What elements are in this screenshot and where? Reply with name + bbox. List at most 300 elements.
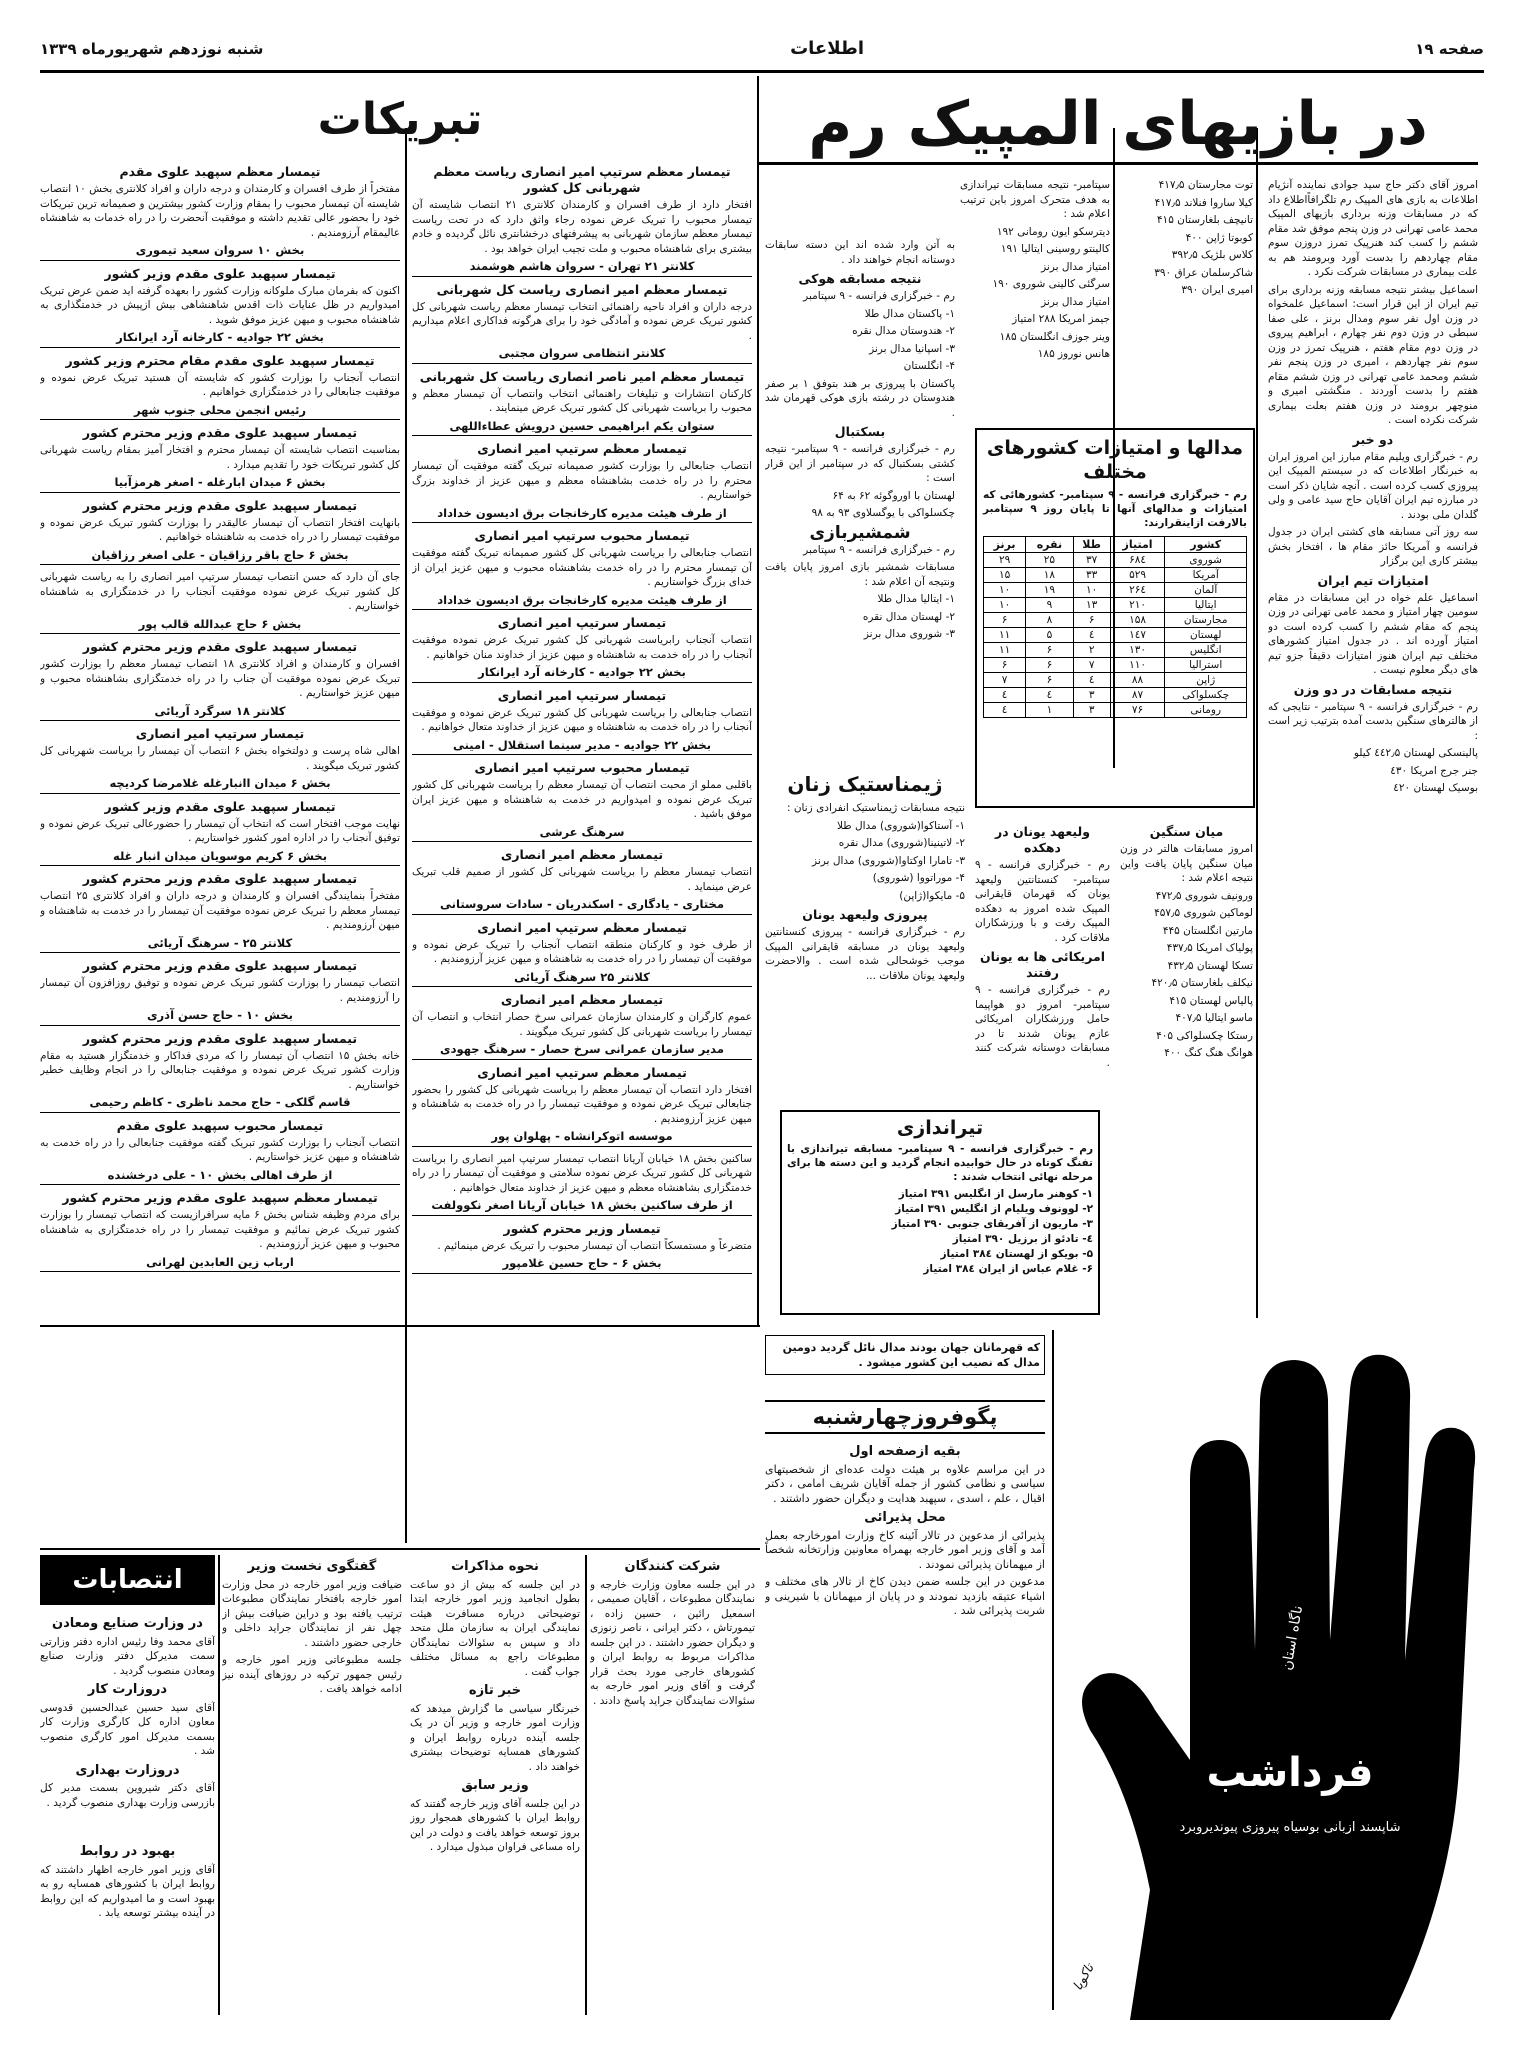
ad-top-text: ناگاه استان <box>1279 1604 1307 1672</box>
notice-heading: تیمسار سپهبد علوی مقدم مقام محترم وزیر کشور <box>65 352 375 368</box>
notice-body: انتصاب جنابعالی را بریاست شهربانی کل کشور صمیمانه تبریک گفته موفقیت آن تیمسار محترم را در راه خدمت بشاهنشاه محبوب و میهن عزیز ایران از خدای بزرگ خواستاریم . <box>412 547 752 588</box>
notice-heading: تیمسار معظم امیر انصاری <box>500 992 664 1007</box>
result-line: شاکرسلمان عراق ۳۹۰ <box>1154 266 1253 279</box>
column-rule <box>218 1555 220 2015</box>
congrats-notice <box>412 528 752 610</box>
result-line: ۲- هندوستان مدال نقره <box>852 325 955 337</box>
col-header: امتیاز <box>1110 537 1165 553</box>
congrats-notice <box>412 760 752 842</box>
medals-cell: ۱۱ <box>984 628 1026 643</box>
section-heading: بسکتبال <box>834 424 886 439</box>
medals-cell: ۶ <box>1026 673 1073 688</box>
medals-title: مدالها و امتیازات کشورهای مختلف <box>986 437 1244 483</box>
olympics-para: پالینسکی لهستان ٤٤۲٫۵ کیلو <box>1353 747 1478 759</box>
congrats-notice <box>40 498 400 566</box>
press-para: آقای وزیر امور خارجه اظهار داشتند که روابط ایران با کشورهای همسایه رو به بهبود است و ما امیدواریم که این روابط در آینده بیشتر توسعه یابد . <box>40 1863 215 1919</box>
medals-cell: ٤ <box>1026 688 1073 703</box>
section-heading: دروزارت بهداری <box>75 1762 180 1778</box>
press-column-c <box>222 1555 402 2020</box>
notice-signature: از طرف هیئت مدیره کارخانجات برق ادیسون خداداد <box>412 506 752 524</box>
notice-body: برای مردم وظیفه شناس بخش ۶ مایه سرافرازیست که انتصاب تیمسار را بوزارت کشور تبریک عرض نمائیم و موفقیت تیمسار را در راه خدمتگزاری به شاهنشاه محبوب و میهن عزیز آرزومندیم . <box>40 1209 400 1250</box>
result-line: ۲- لوونوف ویلیام از انگلیس ۳۹۱ امتیاز <box>895 1203 1093 1215</box>
result-line: وینر جوزف انگلستان ۱۸۵ <box>999 330 1110 343</box>
paper-name: اطلاعات <box>790 38 864 59</box>
congrats-notice <box>40 799 400 867</box>
medals-cell: ایتالیا <box>1165 598 1247 613</box>
congrats-notice <box>40 425 400 493</box>
result-line: ۳- اسپانیا مدال برنز <box>869 342 955 355</box>
medals-cell: ۷۶ <box>1110 703 1165 718</box>
notice-body: کارکنان انتشارات و تبلیغات راهنمائی انتخاب وانتصاب آن تیمسار معظم و محبوب را بریاست شهربانی کل کشور تبریک عرض مینمایند . <box>412 387 752 414</box>
section-heading: دروزارت کار <box>87 1682 168 1697</box>
section-heading: محل پذیرائی <box>864 1510 946 1525</box>
masthead-rule <box>40 70 1484 73</box>
medals-row <box>984 598 1247 613</box>
result-line: ۵- بویکو از لهستان ۳۸٤ امتیاز <box>940 1248 1093 1260</box>
medals-header-row <box>984 537 1247 553</box>
olympics-para: اسماعیل بیشتر نتیجه مسابقه وزنه برداری برای تیم ایران از این قرار است: اسماعیل علمخواه در وزن اول نفر سوم ومدال برنز ، علی صفا سبطی در وزن دوم نفر چهارم ، ابراهیم پیروی در وزن دوم مقام هفتم ، هنرپیک تمرز در وزن سوم نفر چهاردهم ، امیری در وزن پنجم نفر ششم ومحمد عامی تهرانی در وزن ششم مقام هفتم را بدست آوردند . منگشتی امیری و منوچهر برومند در وزن هفتم بعلت بیماری شرکت نکرده است . <box>1268 283 1478 426</box>
result-line: ۱- ایتالیا مدال طلا <box>877 593 955 605</box>
notice-signature: بخش ۱۰ سروان سعید تیموری <box>40 243 400 261</box>
notice-body: انتصاب تیمسار معظم را بریاست شهربانی کل کشور از صمیم قلب تبریک عرض مینماید . <box>412 866 752 893</box>
column-rule <box>1256 128 1258 1318</box>
medals-cell: ۱۳۰ <box>1110 643 1165 658</box>
notice-signature: بخش ۲۲ جوادیه - مدیر سینما استقلال - امینی <box>412 738 752 756</box>
notice-body: افتخار دارد انتصاب آن تیمسار معظم را بریاست شهربانی کل کشور را بحضور جنابعالی تبریک عرض نموده و موفقیت تیمسار را در راه خدمت به شاهنشاه و میهن عزیز آرزومندیم . <box>412 1083 752 1125</box>
notice-signature: مدیر سازمان عمرانی سرخ حصار - سرهنگ جهودی <box>412 1042 752 1060</box>
medals-row <box>984 688 1247 703</box>
notice-body: انتصاب جنابعالی را بوزارت کشور صمیمانه تبریک گفته موفقیت آن تیمسار محترم را در راه خدمت بشاهنشاه معظم و میهن عزیز از خداوند بزرگ خواستاریم . <box>412 460 752 501</box>
medals-cell: ۲۱۰ <box>1110 598 1165 613</box>
congrats-notice <box>412 1221 752 1274</box>
congrats-notice <box>40 871 400 953</box>
notice-heading: تیمسار سرتیپ امیر انصاری <box>135 726 305 741</box>
notice-signature: بخش ۲۲ جوادیه - کارخانه آرد ایرانکار <box>40 330 400 348</box>
section-heading: امتیازات تیم ایران <box>1317 572 1429 588</box>
medals-row <box>984 673 1247 688</box>
section-heading: نتیجه مسابقه هوکی <box>798 271 922 286</box>
ceremony-column <box>765 1440 1045 2020</box>
notice-heading: تیمسار سپهبد علوی مقدم وزیر کشور <box>104 265 336 281</box>
ad-main-text: فرداشب <box>1206 1750 1374 1796</box>
notice-heading: تیمسار سپهبد علوی مقدم وزیر محترم کشور <box>82 425 358 440</box>
olympics-para: رم - خبرگزاری فرانسه - پیروزی کنستانتین ولیعهد یونان در مسابقه قایقرانی المپیک موجب خوشحالی شده است . والاحضرت ولیعهد یونان ملاقات ... <box>765 926 965 982</box>
medals-row <box>984 568 1247 583</box>
appointments-title-box <box>40 1555 215 1605</box>
congrats-notice <box>412 1065 752 1147</box>
notice-heading: تیمسار محبوب سرتیپ امیر انصاری <box>474 760 690 775</box>
result-line: رم - خبرگزاری فرانسه - ۹ سپتامبر- نتیجه کشتی بسکتبال که در سپتامبر از این قرار است : <box>765 443 955 484</box>
medals-cell: ٤ <box>1073 673 1110 688</box>
notice-body: انتصاب آنجناب را بوزارت کشور تبریک گفته موفقیت جنابعالی را در راه خدمت به شاهنشاه و میهن عزیز خواستاریم . <box>40 1136 400 1163</box>
col-header: برنز <box>984 537 1026 553</box>
medals-cell: انگلیس <box>1165 643 1247 658</box>
notice-signature: ارباب زین العابدین لهرانی <box>40 1255 400 1273</box>
result-line: ٤- تادئو از برزیل ۳۹۰ امتیاز <box>952 1233 1093 1245</box>
olympics-para: به آتن وارد شده اند این دسته سابقات دوستانه انجام خواهند داد . <box>765 239 955 266</box>
result-line: جیمز امریکا ۲۸۸ امتیاز <box>1012 313 1110 325</box>
notice-heading: تیمسار معظم امیر انصاری ریاست کل شهربانی <box>436 281 728 297</box>
section-heading: نتیجه مسابقات در دو وزن <box>1293 681 1453 697</box>
notice-heading: تیمسار معظم سرتیپ امیر انصاری <box>477 919 687 935</box>
result-line: توت مجارستان ۴۱۷٫۵ <box>1158 179 1253 191</box>
appointments-title: انتصابات <box>72 1565 183 1595</box>
medals-cell: ۵ <box>1026 628 1073 643</box>
notice-signature: بخش ۶ میدان اانبارغله غلامرضا کردیچه <box>40 776 400 794</box>
notice-body: متضرعاً و مستمسکاً انتصاب آن تیمسار محبوب را تبریک عرض مینمائیم . <box>437 1239 752 1252</box>
notice-heading: تیمسار سرتیپ امیر انصاری <box>497 615 667 630</box>
medals-cell: ۱۸ <box>1026 568 1073 583</box>
medals-row <box>984 553 1247 568</box>
press-para: جلسه مطبوعاتی وزیر امور خارجه و رئیس جمهور ترکیه در روزهای آینده نیز ادامه خواهد یافت . <box>222 1654 402 1695</box>
medals-row <box>984 643 1247 658</box>
olympics-para: جنر جرج امریکا ٤۳۰ <box>1390 764 1478 777</box>
medals-cell: ۱۹ <box>1026 583 1073 598</box>
result-line: ماسو ایتالیا ۴۰۷٫۵ <box>1175 1012 1253 1024</box>
notice-body: خانه بخش ۱۵ انتصاب آن تیمسار را که مردی فداکار و خدمتگزار هستید به مقام وزارت کشور تبریک عرض نموده و موفقیت جنابعالی را در انجام وظایف خطیر خواستاریم . <box>40 1049 400 1091</box>
medals-cell: ٤ <box>1073 628 1110 643</box>
result-line: کلاس بلژیک ۳۹۲٫۵ <box>1171 249 1253 261</box>
notice-body: مفتخراً بنمایندگی افسران و کارمندان و درجه داران و افراد کلانتری ۲۵ انتصاب تیمسار معظم را تبریک عرض نموده موفقیت آن تیمسار را در خدمت به شاهنشاه و میهن آرزومندیم . <box>40 890 400 931</box>
result-line: هوانگ هنگ کنگ ۴۰۰ <box>1164 1047 1253 1059</box>
notice-heading: تیمسار معظم سپهبد علوی مقدم وزیر محترم کشور <box>62 1190 378 1205</box>
shooting-box <box>780 1110 1100 1315</box>
notice-heading: تیمسار معظم امیر ناصر انصاری ریاست کل شهربانی <box>419 368 745 384</box>
section-heading: بهبود در روابط <box>79 1844 176 1859</box>
notice-signature: بخش ۶ حاج عبدالله قالب پور <box>40 617 400 635</box>
press-para: ضیافت وزیر امور خارجه در محل وزارت امور خارجه بافتخار نمایندگان مطبوعات ترتیب یافته بود و دراین ضیافت بیش از چهل نفر از نمایندگان جراید داخلی و خارجی حضور داشتند . <box>222 1578 402 1649</box>
section-heading: شمشیربازی <box>809 522 911 543</box>
medals-cell: ٤ <box>984 703 1026 718</box>
notice-heading: تیمسار معظم امیر انصاری <box>500 847 664 862</box>
medals-cell: ۲۶٤ <box>1110 583 1165 598</box>
appointment-para: آقای دکتر شیروین بسمت مدیر کل بازرسی وزارت بهداری منصوب گردید . <box>40 1782 215 1809</box>
notice-body: انتصاب تیمسار را بوزارت کشور تبریک عرض نموده و توفیق روزافزون آن تیمسار را آرزومندیم . <box>40 977 400 1004</box>
press-column-d <box>40 1840 215 2020</box>
result-line: امیری ایران ۳۹۰ <box>1181 284 1253 296</box>
congrats-notice <box>412 164 752 277</box>
medals-cell: ۱۰ <box>1073 583 1110 598</box>
press-para: در این جلسه که بیش از دو ساعت بطول انجامید وزیر امور خارجه ابتدا توضیحاتی درباره مسافرت هیئت نمایندگی ایران به سازمان ملل متحد داد و سپس به سئوالات نمایندگان مطبوعات راجع به مسائل مختلف جواب گفت . <box>410 1578 580 1678</box>
notice-body: بانهایت افتخار انتصاب آن تیمسار عالیقدر را بوزارت کشور تبریک عرض نموده و موفقیت تیمسار را در راه خدمت به شاهنشاه خواهانیم . <box>40 516 400 543</box>
section-heading: در وزارت صنایع ومعادن <box>52 1616 203 1631</box>
section-heading: شرکت کنندگان <box>624 1559 721 1574</box>
medals-cell: شوروی <box>1165 553 1247 568</box>
result-line: کالینتو روسینی ایتالیا ۱۹۱ <box>1000 243 1110 255</box>
notice-heading: تیمسار معظم سرتیپ امیر انصاری <box>477 441 687 456</box>
olympics-para: رم - خبرگزاری فرانسه - ۹ سپتامبر- امروز دو هواپیما حامل ورزشکاران امریکائی عازم یونان شدند تا در مسابقات دوستانه شرکت کنند . <box>975 984 1110 1069</box>
congrats-notice <box>412 615 752 683</box>
notice-body: انتصاب آنجناب را بوزارت کشور که شایسته آن هستید تبریک عرض نموده و موفقیت جنابعالی را در خدمتگزاری خواهانیم . <box>40 371 400 398</box>
result-line: کیلا ساروا فنلاند ۴۱۷٫۵ <box>1154 196 1253 209</box>
medals-cell: ۹ <box>1026 598 1073 613</box>
medals-cell: ۲۵ <box>1026 553 1073 568</box>
medals-cell: ۱ <box>1026 703 1073 718</box>
olympics-column-mid <box>765 178 955 818</box>
notice-signature: از طرف اهالی بخش ۱۰ - علی درخشنده <box>40 1168 400 1186</box>
notice-body: بمناسبت انتصاب شایسته آن تیمسار محترم و افتخار آمیز بمقام ریاست شهربانی کل کشور تبریکات خود را تقدیم میدارد . <box>40 444 400 471</box>
result-line: ورونیف شوروی ۴۷۲٫۵ <box>1155 889 1253 902</box>
congrats-notice <box>412 920 752 988</box>
notice-heading: تیمسار معظم سرتیپ امیر انصاری ریاست معظم شهربانی کل کشور <box>433 164 731 195</box>
notice-body: انتصاب جنابعالی را بریاست شهربانی کل کشور تبریک عرض نموده و موفقیت آنجناب را در راه خدمت به شاهنشاه و میهن عزیز از خداوند متعال خواهانیم . <box>412 706 752 733</box>
section-heading: دو خبر <box>1352 431 1394 447</box>
medals-box <box>975 428 1255 808</box>
medals-table <box>983 536 1247 718</box>
congrats-notice <box>40 1118 400 1186</box>
olympics-para: رم - خبرگزاری ویلیم مقام مبارز این امروز ایران به خبرنگار اطلاعات که در سیستم المپیک این پیروزی کسب کرده است . آنچه شایان ذکر است در مبارزه تیم ایران آقایان حاج سید عامی و ولی گلدان ملی بودند . <box>1268 450 1478 521</box>
section-heading: میان سنگین <box>1149 824 1224 839</box>
congrats-notice <box>412 992 752 1060</box>
olympics-para: بوسیک لهستان ٤۲۰ <box>1393 782 1478 794</box>
notice-body: اکنون که بفرمان مبارک ملوکانه وزارت کشور را بعهده گرفته اید ضمن عرض تبریک امیدواریم در ظل عنایات ذات اقدس شاهنشاهی بیش ازپیش در خدمتگذاری به شاهنشاه محبوب و میهن عزیز موفق شوید . <box>40 284 400 326</box>
olympics-para: رم - خبرگزاری فرانسه - ۹ سپتامبر- کنستانتین ولیعهد یونان که قهرمان قایقرانی المپیک شده امروز به دهکده المپیک رفت و با ورزشکاران ملاقات کرد . <box>975 859 1110 944</box>
notice-signature: بخش ۶ میدان ابارغله - اصغر هرمزآبیا <box>40 475 400 493</box>
medals-row <box>984 628 1247 643</box>
congrats-notice <box>40 1190 400 1272</box>
congrats-notice <box>412 282 752 364</box>
medals-cell: ۳ <box>1073 688 1110 703</box>
result-line: رم - خبرگزاری فرانسه - ۹ سپتامبر <box>803 543 955 556</box>
section-heading: خبر تازه <box>468 1683 522 1698</box>
appointment-para: آقای محمد وفا رئیس اداره دفتر وزارتی سمت مدیرکل دفتر وزارت صنایع ومعادن منصوب گردید . <box>40 1635 215 1677</box>
result-line: ۶- غلام عباس از ایران ۳۸٤ امتیاز <box>923 1263 1093 1275</box>
olympics-headline: در بازیهای المپیک رم <box>758 92 1478 165</box>
result-line: ۲- لاتینینا(شوروی) مدال نقره <box>838 837 965 849</box>
page-number: صفحه ۱۹ <box>1415 40 1484 58</box>
notice-heading: تیمسار سرتیپ امیر انصاری <box>497 687 667 703</box>
result-line: مسابقات شمشیر بازی امروز پایان یافت ونتیجه آن اعلام شد : <box>765 561 955 588</box>
medals-cell: ۱۰ <box>984 583 1026 598</box>
medals-cell: ژاپن <box>1165 673 1247 688</box>
notice-signature: بخش ۶ - حاج حسین غلامپور <box>412 1256 752 1274</box>
medals-cell: ۱۳ <box>1073 598 1110 613</box>
medals-cell: ۱۵ <box>984 568 1026 583</box>
ceremony-para: در این مراسم علاوه بر هیئت دولت عده‌ای از شخصیتهای سیاسی و نظامی کشور از جمله آقایان شریف امامی ، دکتر اقبال ، علم ، اسدی ، سپهبد هدایت و دیگران حضور داشتند . <box>765 1462 1045 1505</box>
medals-intro: رم - خبرگزاری فرانسه - ۹ سپتامبر- کشورهائی که امتیازات و مدالهای آنها تا پایان روز ۹ سپتامبر بالارفت ازاینقرارند: <box>983 489 1247 529</box>
section-heading: ولیعهد یونان در دهکده <box>995 824 1090 855</box>
result-line: امروز مسابقات هالتر در وزن میان سنگین پایان یافت واین نتیجه اعلام شد : <box>1120 843 1253 884</box>
result-line: ۴- موراتووا (شوروی) <box>872 872 965 884</box>
result-line: ۲- لهستان مدال نقره <box>862 610 955 623</box>
result-line: کوبوتا ژاپن ۴۰۰ <box>1185 231 1253 244</box>
column-rule <box>405 128 407 1543</box>
notice-signature: رئیس انجمن محلی جنوب شهر <box>40 403 400 421</box>
col-header: کشور <box>1165 537 1247 553</box>
result-line: ۳- ماریون از آفریقای جنوبی ۳۹۰ امتیاز <box>891 1218 1093 1230</box>
ceremony-side-note: که قهرمانان جهان بودند مدال نائل گردید دومین مدال که نصیب این کشور میشود . <box>765 1335 1045 1375</box>
notice-heading: تیمسار معظم سرتیپ امیر انصاری <box>477 1064 687 1080</box>
notice-signature: مختاری - یادگاری - اسکندریان - سادات سروستانی <box>412 897 752 915</box>
section-rule <box>40 1548 760 1550</box>
congrats-notice <box>40 266 400 348</box>
section-heading: گفتگوی نخست وزیر <box>247 1559 377 1574</box>
medals-cell: لهستان <box>1165 628 1247 643</box>
result-line: تسکا لهستان ۴۳۲٫۵ <box>1167 959 1253 972</box>
column-rule <box>585 1555 587 2015</box>
ceremony-para: مدعوین در این جلسه ضمن دیدن کاخ از تالار های مختلف و اشیاء عتیقه بازدید نمودند و در پایان از میهمانان با شیرینی و شربت پذیرائی شد . <box>765 1575 1045 1617</box>
medals-cell: ۶ <box>1073 613 1110 628</box>
notice-body: اهالی شاه پرست و دولتخواه بخش ۶ انتصاب آن تیمسار را بریاست شهربانی کل کشور تبریک میگویند . <box>40 745 400 772</box>
notice-heading: تیمسار سپهبد علوی مقدم وزیر کشور <box>104 798 336 814</box>
medals-cell: ۶ <box>984 658 1026 673</box>
result-line: ۳- تامارا اوکتاوا(شوروی) مدال برنز <box>812 854 965 867</box>
press-column-a <box>590 1555 755 2020</box>
olympics-heavy <box>1120 820 1253 1320</box>
shooting-intro: رم - خبرگزاری فرانسه - ۹ سپتامبر- مسابقه تیراندازی با تفنگ کوتاه در حال خوابیده انجام گردید و این دسته ها برای مرحله نهائی انتخاب شدند : <box>787 1143 1094 1183</box>
notice-signature: کلانتر ۲۱ تهران - سروان هاشم هوشمند <box>412 259 752 277</box>
result-line: لوماکین شوروی ۴۵۷٫۵ <box>1154 907 1253 919</box>
medals-cell: ۶ <box>984 613 1026 628</box>
notice-signature: بخش ۱۰ - حاج حسن آذری <box>40 1008 400 1026</box>
notice-body: درجه داران و افراد ناحیه راهنمائی انتخاب تیمسار معظم ریاست شهربانی کل کشور تبریک عرض نموده و آمادگی خود را برای هرگونه فداکاری اعلام میداریم . <box>412 300 752 342</box>
result-line: سپتامبر- نتیجه مسابقات تیراندازی به هدف متحرک امروز باین ترتیب اعلام شد : <box>960 179 1110 220</box>
medals-cell: ۳۳ <box>1073 568 1110 583</box>
result-line: نیکلف بلغارستان ۴۲۰٫۵ <box>1151 977 1253 989</box>
notice-signature: ستوان یکم ابراهیمی حسین درویش عطاءاللهی <box>412 419 752 437</box>
medals-row <box>984 613 1247 628</box>
notice-signature: کلانتر انتظامی سروان مجتبی <box>412 346 752 364</box>
olympics-para: امروز آقای دکتر حاج سید جوادی نماینده آنژیام اطلاعات به بازی های المپیک رم تلگرافاًاطلاع داد که در مسابقات وزنه برداری بازیهای المپیک محمد عامی تهرانی در وزن پنجم موفق شد مقام ششم را کسب کند هنرپیک تمرز دروزن سوم مقام چهاردهم را بدست آورد وبرومند هم به علت بیماری در مسابقات شرکت نکرد . <box>1268 179 1478 278</box>
medals-cell: استرالیا <box>1165 658 1247 673</box>
col-header: نقره <box>1026 537 1073 553</box>
congrats-column-right <box>412 160 752 1540</box>
result-line: ۱- پاکستان مدال طلا <box>864 307 955 320</box>
notice-heading: تیمسار سپهبد علوی مقدم وزیر محترم کشور <box>82 1030 358 1046</box>
medals-cell: ۵۲۹ <box>1110 568 1165 583</box>
notice-body: افتخار دارد از طرف افسران و کارمندان کلانتری ۲۱ انتصاب شایسته آن تیمسار محبوب را تبریک عرض نموده رجاء واثق دارد که در تحت ریاست تیمسار معظم سازمان شهربانی به پیشرفتهای درخشانتری نائل گردیده و خادم بیشتری برای شاهنشاه محبوب و ملت نجیب ایران خواهد بود . <box>412 199 752 255</box>
result-line: امتیاز مدال برنز <box>1041 295 1110 308</box>
medals-cell: ۳۷ <box>1073 553 1110 568</box>
congrats-notice <box>40 570 400 634</box>
result-line: ۱- آستاکوا(شوروی) مدال طلا <box>837 819 965 832</box>
notice-signature: از طرف ساکنین بخش ۱۸ خیابان آریانا اصغر نکوولفت <box>412 1198 752 1216</box>
medals-cell: ۶ <box>1026 643 1073 658</box>
press-para: در این جلسه آقای وزیر خارجه گفتند که روابط ایران با کشورهای همجوار روز بروز توسعه خواهد یافت و دولت در این راه مساعی فراوان مبذول میدارد . <box>410 1797 580 1853</box>
notice-signature: کلانتر ۲۵ سرهنگ آریائی <box>412 970 752 988</box>
result-line: سرگئی کالینی شوروی ۱۹۰ <box>992 278 1110 290</box>
result-line: لهستان با اوروگوئه ۶۲ به ۶۴ <box>832 489 955 502</box>
result-line: رم - خبرگزاری فرانسه - ۹ سپتامبر <box>803 290 955 302</box>
ad-slogan: شاپسند ازبانی بوسیاه پیروزی پیوندیروبرد <box>1179 1820 1401 1835</box>
result-line: ۴- انگلستان <box>903 360 955 372</box>
section-heading: نحوه مذاکرات <box>451 1559 539 1574</box>
congrats-notice <box>40 164 400 261</box>
result-line: ۳- شوروی مدال برنز <box>863 628 955 640</box>
congrats-column-left <box>40 160 400 1545</box>
congrats-notice <box>40 726 400 794</box>
result-line: پاکستان با پیروزی بر هند بتوفق ۱ بر صفر هندوستان در رشته بازی هوکی قهرمان شد . <box>765 377 955 419</box>
lifting-results <box>1120 178 1253 418</box>
col-header: طلا <box>1073 537 1110 553</box>
notice-body: جای آن دارد که حسن انتصاب تیمسار سرتیپ امیر انصاری را به ریاست شهربانی کل کشور تبریک عرض نموده موفقیت آنجناب را در خدمتگزاری به شاهنشاه خواستاریم . <box>40 571 400 612</box>
result-line: هانس نوروز ۱۸۵ <box>1037 348 1110 360</box>
notice-body: افسران و کارمندان و افراد کلانتری ۱۸ انتصاب تیمسار معظم را بوزارت کشور تبریک عرض نموده موفقیت آن جناب را در راه خدمتگزاری بشاهنشاه محبوب و میهن عزیز خواستاریم . <box>40 658 400 699</box>
medals-cell: ۲ <box>1073 643 1110 658</box>
medals-cell: ۶ <box>1026 658 1073 673</box>
hand-icon <box>1060 1330 1480 2020</box>
congrats-notice <box>40 1031 400 1113</box>
congrats-notice <box>412 441 752 523</box>
medals-row <box>984 703 1247 718</box>
congrats-notice <box>412 369 752 437</box>
result-line: مارتین انگلستان ۴۴۵ <box>1162 924 1253 937</box>
notice-signature: قاسم گلکی - حاج محمد ناظری - کاظم رحیمی <box>40 1095 400 1113</box>
medals-cell: ۱۰ <box>984 598 1026 613</box>
notice-body: انتصاب آنجناب رابریاست شهربانی کل کشور تبریک عرض نموده موفقیت آنجناب را در راه خدمت به شاهنشاه و میهن عزیز از خداوند منان خواهانیم . <box>412 634 752 661</box>
press-para: خبرنگار سیاسی ما گزارش میدهد که وزارت امور خارجه و وزیر آن در یک جلسه آینده درباره روابط ایران و کشورهای همسایه توضیحات بیشتری خواهند داد . <box>410 1702 580 1773</box>
medals-cell: آمریکا <box>1165 568 1247 583</box>
notice-heading: تیمسار سپهبد علوی مقدم وزیر محترم کشور <box>82 871 358 886</box>
notice-body: باقلبی مملو از محبت انتصاب آن تیمسار معظم را بریاست شهربانی کل کشور تبریک عرض نموده و امیدواریم در خدمت به شاهنشاه و میهن عزیز ایران موفق باشید . <box>412 779 752 820</box>
olympics-para: اسماعیل علم خواه در این مسابقات در مقام سومین چهار امتیاز و محمد عامی تهرانی در وزن پنجم که مقام ششم را کسب کرده است دو امتیاز آورده اند . در جدول امتیاز کشورهای مختلف تیم ایران هنوز امتیازات دقیقاً جزو تیم های دیگر معلوم نیست . <box>1268 591 1478 676</box>
notice-signature: کلانتر ۲۵ - سرهنگ آریائی <box>40 936 400 954</box>
medals-cell: ۸ <box>1026 613 1073 628</box>
medals-cell: ۷ <box>1073 658 1110 673</box>
notice-heading: تیمسار وزیر محترم کشور <box>503 1220 661 1236</box>
congrats-notice <box>40 958 400 1026</box>
medals-row <box>984 583 1247 598</box>
olympics-para: سه روز آتی مسابقه های کشتی ایران در جدول فرانسه و آمریکا حائز مقام ها ، افتخار بخش بیشتر کاری این برگزار <box>1268 526 1478 567</box>
medals-cell: ۱۵۸ <box>1110 613 1165 628</box>
shooting-results <box>960 178 1110 418</box>
medals-cell: آلمان <box>1165 583 1247 598</box>
column-rule <box>757 76 759 1326</box>
medals-cell: ۷ <box>984 673 1026 688</box>
olympics-para: رم - خبرگزاری فرانسه - ۹ سپتامبر - نتایجی که از هالترهای سنگین بدست آمده بترتیب زیر است : <box>1268 700 1478 742</box>
result-line: امتیاز مدال برنز <box>1041 260 1110 273</box>
result-line: نتیجه مسابقات ژیمناستیک انفرادی زنان : <box>786 802 965 814</box>
notice-heading: تیمسار محبوب سرتیپ امیر انصاری <box>474 528 690 543</box>
result-line: ۱- کوهنر مارسل از انگلیس ۳۹۱ امتیاز <box>898 1188 1093 1200</box>
notice-heading: تیمسار سپهبد علوی مقدم وزیر محترم کشور <box>82 497 358 513</box>
notice-body: عموم کارگران و کارمندان سازمان عمرانی سرخ حصار انتخاب و انتصاب آن تیمسار را بریاست شهربانی کل کشور تبریک میگویند . <box>412 1011 752 1038</box>
result-line: پولیاک امریکا ۴۳۷٫۵ <box>1166 942 1253 954</box>
result-line: پالیاس لهستان ۴۱۵ <box>1169 994 1253 1007</box>
notice-heading: تیمسار محبوب سپهبد علوی مقدم <box>116 1117 324 1133</box>
appointments-column <box>40 1612 215 1832</box>
masthead <box>40 38 1484 68</box>
congrats-notice <box>40 639 400 721</box>
result-line: چکسلواکی با یوگسلاوی ۹۳ به ۹۸ <box>811 507 955 519</box>
notice-signature: بخش ۲۲ جوادیه - کارخانه آرد ایرانکار <box>412 665 752 683</box>
ad-signature: تاکوبا <box>1070 1961 1098 1994</box>
medals-cell: ۳ <box>1073 703 1110 718</box>
medals-cell: ۱٤۷ <box>1110 628 1165 643</box>
press-para: در این جلسه معاون وزارت خارجه و نمایندگان مطبوعات ، آقایان صمیمی ، اسمعیل رائین ، حسین زاده ، تیمورتاش ، دکتر ایرانی ، ناصر زنوزی و دیگران حضور داشتند . در این جلسه مذاکرات مربوط به روابط ایران و کشورهای خارجی مورد بحث قرار گرفت و آقای وزیر امور خارجه به سئوالات نمایندگان جراید پاسخ دادند . <box>590 1578 755 1707</box>
ceremony-title: پگوفروزچهارشنبه <box>765 1400 1045 1434</box>
notice-body: ساکنین بخش ۱۸ خیابان آریانا انتصاب تیمسار سرتیپ امیر انصاری را بریاست شهربانی کل کشور تبریک عرض نموده سلامتی و موفقیت آن تیمسار را در راه خدمتگزاری بشاهنشاه معظم و میهن عزیز از خداوند متعال خواهانیم . <box>412 1152 752 1194</box>
notice-signature: از طرف هیئت مدیره کارخانجات برق ادیسون خداداد <box>412 593 752 611</box>
section-heading: وزیر سابق <box>461 1778 529 1793</box>
medals-cell: ۲۹ <box>984 553 1026 568</box>
notice-signature: سرهنگ عرشی <box>412 825 752 843</box>
result-line: تانیچف بلغارستان ۴۱۵ <box>1156 214 1253 226</box>
congrats-notice <box>412 847 752 915</box>
appointment-para: آقای سید حسین عبدالحسین قدوسی معاون اداره کل کارگری وزارت کار بسمت مدیرکل امور کارگری منصوب شد . <box>40 1701 215 1757</box>
congrats-notice <box>412 688 752 756</box>
notice-body: نهایت موجب افتخار است که انتخاب آن تیمسار را حضورعالی تبریک عرض نموده و توفیق آنجناب را در اداره امور کشور خواستاریم . <box>40 817 400 844</box>
medals-cell: ۸۷ <box>1110 688 1165 703</box>
notice-body: مفتخراً از طرف افسران و کارمندان و درجه داران و افراد کلانتری بخش ۱۰ انتصاب شایسته آن تیمسار محبوب را بمقام وزارت کشور بیشترین و صمیمانه ترین تبریکات خود را بحضور عالی تقدیم داشته و موفقیت آنحضرت را در راه خدمات به شاهنشاه عالیمقام آرزومندیم . <box>40 183 400 239</box>
medals-cell: چکسلواکی <box>1165 688 1247 703</box>
hand-advertisement <box>1060 1330 1480 2020</box>
notice-signature: بخش ۶ حاج باقر رزاقیان - علی اصغر رزاقیان <box>40 548 400 566</box>
notice-heading: تیمسار معظم سپهبد علوی مقدم <box>119 164 321 179</box>
notice-signature: بخش ۶ کریم موسویان میدان انبار غله <box>40 849 400 867</box>
issue-date: شنبه نوزدهم شهریورماه ۱۳۳۹ <box>40 40 264 58</box>
notice-body: از طرف خود و کارکنان منطقه انتصاب آنجناب را تبریک عرض نموده و موفقیت آن تیمسار را در راه خدمت به شاهنشاه و میهن عزیز آرزومندیم . <box>412 938 752 965</box>
